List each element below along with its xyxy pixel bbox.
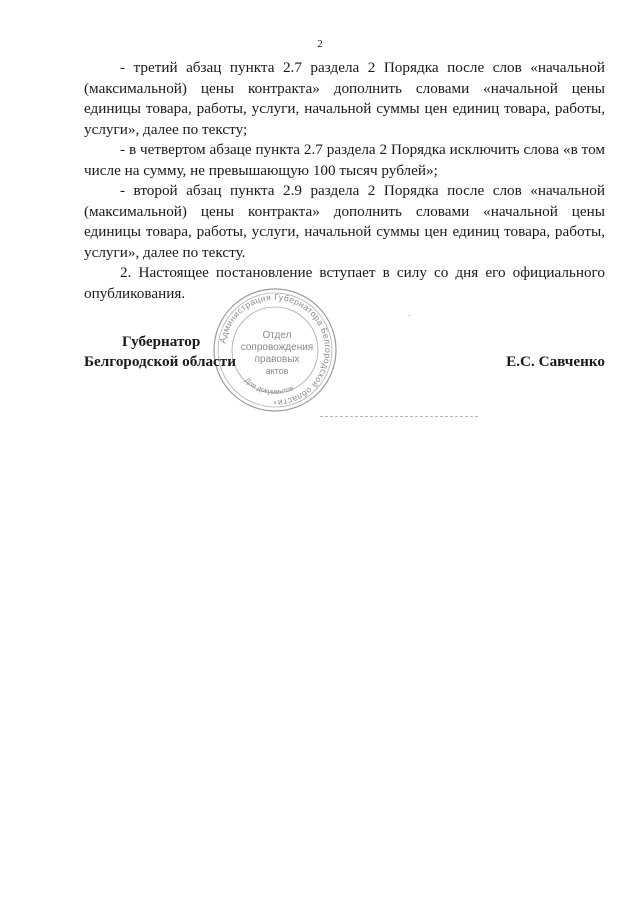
paragraph-3: - второй абзац пункта 2.9 раздела 2 Порядка после слов «начальной (максимальной) цены контракта» дополнить словами «начальной цены единицы товара, работы, услуги, начальной суммы цен единиц товара, работы, услуги», далее по тексту. — [84, 182, 605, 261]
stamp-star-icon: * — [273, 400, 277, 409]
stamp-center-line-2: сопровождения — [240, 342, 314, 353]
signature-line — [320, 416, 478, 418]
stamp-center-line-4: актов — [265, 366, 289, 376]
signatory-title-line-2: Белгородской области — [84, 353, 237, 370]
stamp-ring-text: Администрация Губернатора Белгородской области — [217, 291, 334, 408]
paragraph-4: 2. Настоящее постановление вступает в силу со дня его официального опубликования. — [84, 264, 605, 302]
document-body — [84, 58, 605, 304]
paragraph-1: - третий абзац пункта 2.7 раздела 2 Порядка после слов «начальной (максимальной) цены контракта» дополнить словами «начальной цены единицы товара, работы, услуги, начальной суммы цен единиц товара, работы, услуги», далее по тексту; — [84, 59, 605, 138]
paragraph-2: - в четвертом абзаце пункта 2.7 раздела 2 Порядка исключить слова «в том числе на сумму, не превышающую 100 тысяч рублей»; — [84, 141, 605, 179]
stamp-bottom-text: Для документов — [242, 375, 295, 397]
signatory-name: Е.С. Савченко — [506, 353, 605, 370]
stamp-center-line-1: Отдел — [262, 330, 292, 341]
signatory-title-line-1: Губернатор — [122, 333, 201, 350]
page-number: 2 — [317, 38, 323, 50]
signature-block — [84, 325, 605, 415]
stamp-center-line-3: правовых — [254, 354, 300, 365]
scan-speck — [408, 315, 410, 316]
